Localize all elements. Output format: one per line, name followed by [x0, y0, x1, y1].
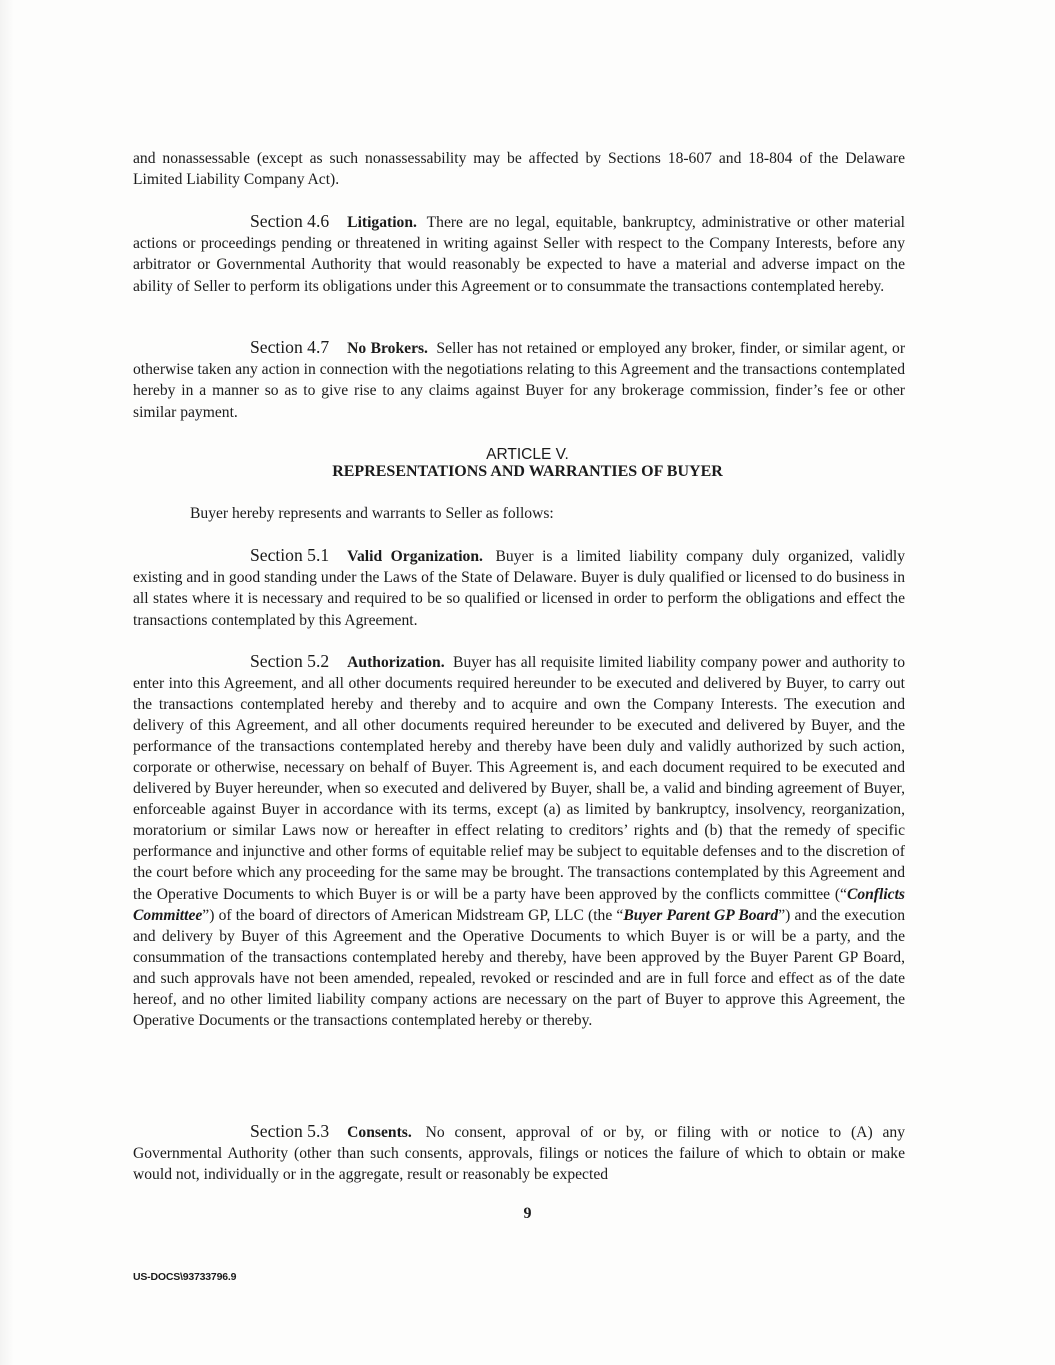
page-number: 9: [523, 1205, 532, 1222]
section-5-2-title: Authorization.: [347, 654, 445, 671]
section-4-6-title: Litigation.: [347, 214, 417, 231]
carry-over-paragraph: and nonassessable (except as such nonassessability may be affected by Sections 18-607 and 18-804 of the Delaware Limited Liability Company Act).: [133, 150, 905, 189]
section-5-1: [133, 545, 905, 631]
scan-edge: [0, 0, 14, 1365]
section-5-2-body-part-1: Buyer has all requisite limited liability company power and authority to enter into this Agreement, and all other documents required hereunder to be executed and delivered by Buyer, to carry out the transactions contemplated hereby and thereby and to acquire and own the Company Interests. The execution and delivery of this Agreement, and all other documents required hereunder to be executed and delivered by Buyer, and the performance of the transactions contemplated hereby and thereby have been duly and validly authorized by such action, corporate or otherwise, necessary on behalf of Buyer. This Agreement is, and each document required to be executed and delivered by Buyer hereunder, when so executed and delivered by Buyer, shall be, a valid and binding agreement of Buyer, enforceable against Buyer in accordance with its terms, except (a) as limited by bankruptcy, insolvency, reorganization, moratorium or similar Laws now or hereafter in effect relating to creditors’ rights and (b) that the remedy of specific performance and injunctive and other forms of equitable relief may be subject to equitable defenses and to the discretion of the court before which any proceeding for the same may be brought. The transactions contemplated by this Agreement and the Operative Documents to which Buyer is or will be a party have been approved by the conflicts committee (“: [133, 654, 905, 903]
section-5-2-body-part-3: ”) and the execution and delivery by Buyer of this Agreement and the Operative Documents to which Buyer is or will be a party, and the consummation of the transactions contemplated hereby and thereby, have been approved by the Buyer Parent GP Board, and such approvals have not been amended, repealed, revoked or rescinded and are in full force and effect as of the date hereof, and no other limited liability company actions are necessary on the part of Buyer to approve this Agreement, the Operative Documents or the transactions contemplated hereby or thereby.: [133, 906, 905, 1029]
section-5-3-title: Consents.: [347, 1124, 412, 1141]
section-5-2-number: Section 5.2: [250, 651, 330, 671]
article-number: ARTICLE V.: [486, 446, 569, 463]
section-5-3-body: No consent, approval of or by, or filing with or notice to (A) any Governmental Authority (other than such consents, approvals, filings or notices the failure of which to obtain or make would not, individually or in the aggregate, result or reasonably be expected: [133, 1124, 905, 1184]
section-5-1-number: Section 5.1: [250, 545, 330, 565]
defined-term-conflicts-committee: Conflicts Committee: [133, 885, 905, 924]
article-intro: Buyer hereby represents and warrants to Seller as follows:: [190, 505, 554, 522]
section-4-7-body: Seller has not retained or employed any broker, finder, or similar agent, or otherwise taken any action in connection with the negotiations relating to this Agreement and the transactions contemplated hereby in a manner so as to give rise to any claims against Buyer for any brokerage commission, finder’s fee or other similar payment.: [133, 340, 906, 421]
defined-term-buyer-parent-gp-board: Buyer Parent GP Board: [623, 906, 779, 924]
section-5-3-number: Section 5.3: [250, 1121, 330, 1141]
section-5-3: [133, 1121, 905, 1186]
section-5-1-body: Buyer is a limited liability company duly organized, validly existing and in good standing under the Laws of the State of Delaware. Buyer is duly qualified or licensed to do business in all states where it is necessary and required to be so qualified or licensed in order to perform the obligations and effect the transactions contemplated by this Agreement.: [133, 548, 906, 629]
section-4-7-number: Section 4.7: [250, 337, 330, 357]
section-4-6-number: Section 4.6: [250, 211, 330, 231]
section-4-7: [133, 337, 905, 423]
section-4-6-body: There are no legal, equitable, bankruptcy, administrative or other material actions or proceedings pending or threatened in writing against Seller with respect to the Company Interests, before any arbitrator or Governmental Authority that would reasonably be expected to have a material and adverse impact on the ability of Seller to perform its obligations under this Agreement or to consummate the transactions contemplated hereby.: [133, 214, 905, 295]
document-id: US-DOCS\93733796.9: [133, 1271, 237, 1283]
section-5-2-body-part-2: ”) of the board of directors of American Midstream GP, LLC (the “: [202, 906, 624, 924]
section-4-7-title: No Brokers.: [347, 340, 428, 357]
article-title: REPRESENTATIONS AND WARRANTIES OF BUYER: [332, 463, 723, 480]
section-5-1-title: Valid Organization.: [347, 548, 483, 565]
section-5-2: [133, 651, 905, 1031]
section-4-6: [133, 211, 905, 297]
